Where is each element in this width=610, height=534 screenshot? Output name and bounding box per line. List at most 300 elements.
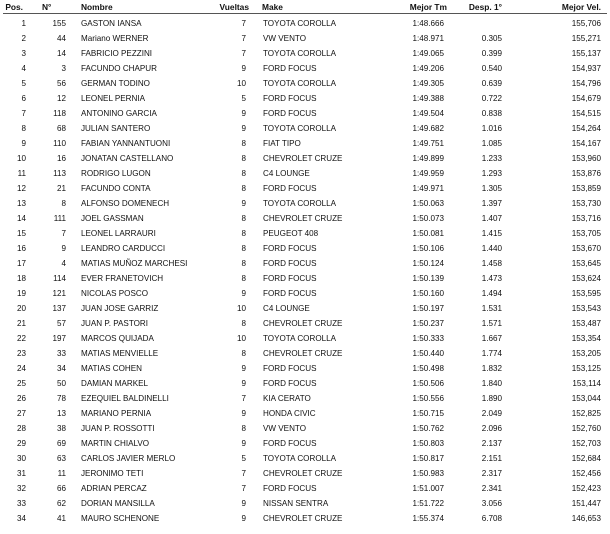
cell-best: 1:50.983 (412, 469, 444, 478)
cell-best: 1:49.504 (412, 109, 444, 118)
cell-speed: 155,706 (571, 19, 601, 28)
cell-best: 1:50.106 (412, 244, 444, 253)
cell-make: TOYOTA COROLLA (263, 454, 337, 463)
cell-pos: 18 (16, 274, 26, 283)
cell-name: Mariano WERNER (81, 34, 149, 43)
cell-gap: 1.233 (481, 154, 502, 163)
cell-gap: 2.341 (481, 484, 502, 493)
header-speed: Mejor Vel. (561, 2, 601, 12)
cell-name: LEANDRO CARDUCCI (81, 244, 166, 253)
cell-laps: 8 (241, 349, 246, 358)
cell-make: FIAT TIPO (263, 139, 301, 148)
cell-num: 111 (53, 214, 66, 223)
cell-name: MARCOS QUIJADA (81, 334, 154, 343)
table-row (0, 181, 610, 196)
cell-num: 66 (56, 484, 66, 493)
table-row (0, 211, 610, 226)
cell-best: 1:50.124 (412, 259, 444, 268)
table-row (0, 451, 610, 466)
cell-pos: 33 (16, 499, 26, 508)
cell-speed: 153,705 (571, 229, 601, 238)
cell-name: ALFONSO DOMENECH (81, 199, 170, 208)
table-body (0, 14, 610, 526)
cell-laps: 9 (241, 64, 246, 73)
table-row (0, 331, 610, 346)
cell-best: 1:49.305 (412, 79, 444, 88)
cell-best: 1:49.751 (412, 139, 444, 148)
cell-pos: 17 (16, 259, 26, 268)
cell-make: CHEVROLET CRUZE (263, 469, 343, 478)
cell-best: 1:50.237 (412, 319, 444, 328)
cell-best: 1:50.139 (412, 274, 444, 283)
cell-name: LEONEL LARRAURI (81, 229, 156, 238)
cell-make: C4 LOUNGE (263, 304, 310, 313)
cell-num: 155 (52, 19, 66, 28)
cell-pos: 1 (21, 19, 26, 28)
cell-make: FORD FOCUS (263, 64, 317, 73)
cell-gap: 2.049 (481, 409, 502, 418)
cell-name: JULIAN SANTERO (81, 124, 151, 133)
cell-num: 11 (57, 469, 66, 478)
cell-best: 1:49.682 (412, 124, 444, 133)
cell-name: ADRIAN PERCAZ (81, 484, 147, 493)
cell-pos: 24 (16, 364, 26, 373)
table-row (0, 271, 610, 286)
cell-make: FORD FOCUS (263, 259, 317, 268)
cell-best: 1:50.197 (412, 304, 444, 313)
cell-num: 63 (56, 454, 66, 463)
cell-pos: 7 (21, 109, 26, 118)
cell-laps: 9 (241, 499, 246, 508)
cell-gap: 1.774 (481, 349, 502, 358)
cell-gap: 2.096 (481, 424, 502, 433)
cell-speed: 152,423 (571, 484, 601, 493)
cell-gap: 1.840 (481, 379, 502, 388)
cell-num: 34 (56, 364, 66, 373)
cell-gap: 1.440 (481, 244, 502, 253)
cell-speed: 155,271 (571, 34, 601, 43)
cell-pos: 23 (16, 349, 26, 358)
cell-pos: 19 (16, 289, 26, 298)
cell-num: 16 (56, 154, 66, 163)
cell-speed: 153,595 (571, 289, 601, 298)
cell-num: 197 (52, 334, 66, 343)
header-num: N° (42, 2, 52, 12)
cell-gap: 1.832 (481, 364, 502, 373)
cell-name: MARIANO PERNIA (81, 409, 152, 418)
cell-gap: 1.415 (481, 229, 502, 238)
cell-speed: 153,487 (571, 319, 601, 328)
cell-speed: 154,679 (571, 94, 601, 103)
cell-name: JONATAN CASTELLANO (81, 154, 174, 163)
cell-gap: 1.397 (481, 199, 502, 208)
table-row (0, 196, 610, 211)
table-row (0, 91, 610, 106)
cell-pos: 5 (21, 79, 26, 88)
table-row (0, 16, 610, 31)
cell-laps: 10 (236, 334, 246, 343)
cell-num: 7 (61, 229, 66, 238)
cell-pos: 10 (16, 154, 26, 163)
cell-gap: 0.540 (481, 64, 502, 73)
cell-best: 1:50.556 (412, 394, 444, 403)
cell-gap: 2.137 (481, 439, 502, 448)
cell-laps: 8 (241, 259, 246, 268)
cell-speed: 153,645 (571, 259, 601, 268)
cell-speed: 152,760 (571, 424, 601, 433)
cell-best: 1:50.063 (412, 199, 444, 208)
cell-best: 1:49.899 (412, 154, 444, 163)
cell-speed: 153,205 (571, 349, 601, 358)
cell-pos: 11 (17, 169, 26, 178)
cell-gap: 0.639 (481, 79, 502, 88)
cell-name: NICOLAS POSCO (81, 289, 149, 298)
cell-pos: 27 (16, 409, 26, 418)
cell-pos: 20 (16, 304, 26, 313)
cell-gap: 1.085 (481, 139, 502, 148)
cell-name: FABRICIO PEZZINI (81, 49, 153, 58)
cell-num: 33 (56, 349, 66, 358)
cell-best: 1:49.388 (412, 94, 444, 103)
cell-num: 137 (52, 304, 66, 313)
header-make: Make (262, 2, 283, 12)
cell-pos: 30 (16, 454, 26, 463)
cell-make: KIA CERATO (263, 394, 311, 403)
cell-laps: 7 (241, 19, 246, 28)
cell-name: DORIAN MANSILLA (81, 499, 155, 508)
cell-speed: 153,859 (571, 184, 601, 193)
cell-laps: 9 (241, 109, 246, 118)
cell-laps: 9 (241, 364, 246, 373)
cell-name: FABIAN YANNANTUONI (81, 139, 171, 148)
cell-num: 68 (56, 124, 66, 133)
cell-laps: 5 (241, 454, 246, 463)
cell-speed: 153,730 (571, 199, 601, 208)
cell-num: 38 (56, 424, 66, 433)
cell-make: FORD FOCUS (263, 379, 317, 388)
cell-best: 1:50.506 (412, 379, 444, 388)
cell-speed: 152,825 (571, 409, 601, 418)
cell-num: 12 (56, 94, 66, 103)
cell-laps: 7 (241, 49, 246, 58)
cell-pos: 28 (16, 424, 26, 433)
cell-gap: 1.016 (481, 124, 502, 133)
cell-num: 118 (53, 109, 66, 118)
cell-best: 1:50.817 (412, 454, 444, 463)
header-pos: Pos. (5, 2, 23, 12)
cell-gap: 0.305 (481, 34, 502, 43)
cell-pos: 13 (16, 199, 26, 208)
cell-laps: 5 (241, 94, 246, 103)
cell-num: 110 (53, 139, 66, 148)
table-row (0, 76, 610, 91)
cell-make: PEUGEOT 408 (263, 229, 319, 238)
cell-speed: 154,167 (571, 139, 601, 148)
cell-speed: 153,354 (571, 334, 601, 343)
cell-pos: 14 (16, 214, 26, 223)
cell-name: FACUNDO CONTA (81, 184, 151, 193)
cell-gap: 1.667 (481, 334, 502, 343)
cell-laps: 8 (241, 244, 246, 253)
table-row (0, 466, 610, 481)
table-row (0, 376, 610, 391)
cell-pos: 15 (16, 229, 26, 238)
cell-speed: 153,716 (571, 214, 601, 223)
cell-best: 1:51.722 (412, 499, 444, 508)
cell-best: 1:49.971 (412, 184, 444, 193)
table-row (0, 286, 610, 301)
cell-speed: 155,137 (571, 49, 601, 58)
cell-name: LEONEL PERNIA (81, 94, 146, 103)
cell-gap: 6.708 (481, 514, 502, 523)
cell-make: FORD FOCUS (263, 109, 317, 118)
cell-pos: 8 (21, 124, 26, 133)
cell-name: CARLOS JAVIER MERLO (81, 454, 176, 463)
cell-pos: 16 (16, 244, 26, 253)
cell-name: EVER FRANETOVICH (81, 274, 164, 283)
cell-pos: 3 (21, 49, 26, 58)
header-gap: Desp. 1° (468, 2, 502, 12)
cell-laps: 8 (241, 229, 246, 238)
table-row (0, 241, 610, 256)
cell-speed: 152,456 (571, 469, 601, 478)
cell-best: 1:51.007 (412, 484, 444, 493)
cell-pos: 21 (16, 319, 26, 328)
cell-laps: 8 (241, 169, 246, 178)
cell-gap: 1.890 (481, 394, 502, 403)
cell-make: HONDA CIVIC (263, 409, 316, 418)
cell-speed: 153,670 (571, 244, 601, 253)
cell-gap: 1.531 (481, 304, 502, 313)
table-row (0, 361, 610, 376)
cell-speed: 153,624 (571, 274, 601, 283)
cell-gap: 0.722 (481, 94, 502, 103)
cell-gap: 1.473 (481, 274, 502, 283)
cell-gap: 1.458 (481, 259, 502, 268)
cell-name: MARTIN CHIALVO (81, 439, 150, 448)
cell-laps: 7 (241, 484, 246, 493)
cell-laps: 7 (241, 34, 246, 43)
table-row (0, 436, 610, 451)
cell-speed: 153,125 (571, 364, 601, 373)
cell-pos: 26 (16, 394, 26, 403)
cell-pos: 31 (16, 469, 26, 478)
cell-speed: 154,264 (571, 124, 601, 133)
cell-laps: 8 (241, 424, 246, 433)
cell-gap: 1.293 (481, 169, 502, 178)
cell-make: TOYOTA COROLLA (263, 334, 337, 343)
table-row (0, 481, 610, 496)
cell-pos: 32 (16, 484, 26, 493)
table-row (0, 31, 610, 46)
table-row (0, 61, 610, 76)
cell-pos: 25 (16, 379, 26, 388)
cell-laps: 10 (236, 79, 246, 88)
cell-name: MATIAS MUÑOZ MARCHESI (81, 259, 188, 268)
cell-num: 44 (56, 34, 66, 43)
cell-num: 41 (56, 514, 66, 523)
table-row (0, 106, 610, 121)
cell-name: RODRIGO LUGON (81, 169, 151, 178)
cell-num: 4 (61, 259, 66, 268)
cell-make: FORD FOCUS (263, 244, 317, 253)
cell-num: 56 (56, 79, 66, 88)
cell-num: 50 (56, 379, 66, 388)
cell-best: 1:50.073 (412, 214, 444, 223)
cell-speed: 153,114 (572, 379, 601, 388)
cell-make: C4 LOUNGE (263, 169, 310, 178)
table-row (0, 391, 610, 406)
table-row (0, 121, 610, 136)
cell-make: CHEVROLET CRUZE (263, 514, 343, 523)
cell-laps: 8 (241, 184, 246, 193)
cell-speed: 153,876 (571, 169, 601, 178)
cell-speed: 154,796 (571, 79, 601, 88)
cell-pos: 9 (21, 139, 26, 148)
cell-name: DAMIAN MARKEL (81, 379, 149, 388)
table-row (0, 46, 610, 61)
cell-make: CHEVROLET CRUZE (263, 349, 343, 358)
cell-make: FORD FOCUS (263, 484, 317, 493)
cell-num: 62 (56, 499, 66, 508)
table-row (0, 151, 610, 166)
cell-num: 69 (56, 439, 66, 448)
cell-laps: 9 (241, 379, 246, 388)
cell-make: FORD FOCUS (263, 364, 317, 373)
cell-make: FORD FOCUS (263, 289, 317, 298)
cell-laps: 10 (236, 304, 246, 313)
cell-speed: 152,684 (571, 454, 601, 463)
cell-laps: 9 (241, 439, 246, 448)
cell-name: JERONIMO TETI (81, 469, 144, 478)
cell-num: 113 (53, 169, 66, 178)
cell-best: 1:50.762 (412, 424, 444, 433)
header-laps: Vueltas (219, 2, 249, 12)
cell-make: NISSAN SENTRA (263, 499, 329, 508)
cell-make: TOYOTA COROLLA (263, 49, 337, 58)
cell-gap: 1.571 (481, 319, 502, 328)
cell-make: CHEVROLET CRUZE (263, 154, 343, 163)
cell-best: 1:49.206 (412, 64, 444, 73)
cell-best: 1:50.803 (412, 439, 444, 448)
cell-num: 13 (56, 409, 66, 418)
cell-laps: 9 (241, 289, 246, 298)
cell-pos: 29 (16, 439, 26, 448)
table-row (0, 301, 610, 316)
cell-name: EZEQUIEL BALDINELLI (81, 394, 169, 403)
table-row (0, 421, 610, 436)
cell-gap: 2.151 (481, 454, 502, 463)
cell-gap: 0.399 (481, 49, 502, 58)
cell-num: 78 (56, 394, 66, 403)
cell-laps: 7 (241, 469, 246, 478)
table-row (0, 406, 610, 421)
cell-make: FORD FOCUS (263, 274, 317, 283)
header-divider (3, 13, 607, 14)
cell-laps: 9 (241, 514, 246, 523)
table-row (0, 166, 610, 181)
table-row (0, 346, 610, 361)
cell-best: 1:50.160 (412, 289, 444, 298)
cell-make: FORD FOCUS (263, 184, 317, 193)
header-best: Mejor Tm (409, 2, 447, 12)
cell-gap: 0.838 (481, 109, 502, 118)
cell-pos: 12 (16, 184, 26, 193)
cell-make: TOYOTA COROLLA (263, 199, 337, 208)
header-name: Nombre (81, 2, 113, 12)
cell-make: FORD FOCUS (263, 94, 317, 103)
cell-laps: 8 (241, 274, 246, 283)
cell-pos: 34 (16, 514, 26, 523)
cell-num: 9 (61, 244, 66, 253)
cell-speed: 146,653 (571, 514, 601, 523)
cell-make: TOYOTA COROLLA (263, 79, 337, 88)
cell-best: 1:50.440 (412, 349, 444, 358)
cell-name: MATIAS MENVIELLE (81, 349, 159, 358)
cell-pos: 4 (21, 64, 26, 73)
cell-laps: 8 (241, 214, 246, 223)
cell-gap: 3.056 (481, 499, 502, 508)
cell-best: 1:49.959 (412, 169, 444, 178)
cell-best: 1:48.971 (412, 34, 444, 43)
cell-name: GERMAN TODINO (81, 79, 150, 88)
cell-name: JUAN P. ROSSOTTI (81, 424, 155, 433)
cell-laps: 8 (241, 139, 246, 148)
cell-laps: 8 (241, 319, 246, 328)
cell-make: CHEVROLET CRUZE (263, 214, 343, 223)
cell-name: JUAN P. PASTORI (81, 319, 149, 328)
cell-num: 3 (61, 64, 66, 73)
cell-make: TOYOTA COROLLA (263, 19, 337, 28)
cell-best: 1:50.715 (412, 409, 444, 418)
cell-speed: 151,447 (571, 499, 601, 508)
cell-gap: 1.305 (481, 184, 502, 193)
cell-make: FORD FOCUS (263, 439, 317, 448)
cell-name: JOEL GASSMAN (81, 214, 144, 223)
table-row (0, 496, 610, 511)
cell-laps: 8 (241, 154, 246, 163)
cell-name: MAURO SCHENONE (81, 514, 160, 523)
cell-speed: 154,937 (571, 64, 601, 73)
cell-best: 1:55.374 (412, 514, 444, 523)
cell-best: 1:50.081 (412, 229, 444, 238)
table-row (0, 226, 610, 241)
cell-pos: 6 (21, 94, 26, 103)
cell-gap: 1.494 (481, 289, 502, 298)
cell-gap: 1.407 (481, 214, 502, 223)
cell-speed: 152,703 (571, 439, 601, 448)
cell-pos: 22 (16, 334, 26, 343)
cell-speed: 154,515 (571, 109, 601, 118)
cell-speed: 153,543 (571, 304, 601, 313)
cell-best: 1:50.498 (412, 364, 444, 373)
cell-laps: 9 (241, 409, 246, 418)
table-header (0, 0, 610, 14)
cell-laps: 9 (241, 124, 246, 133)
cell-num: 8 (61, 199, 66, 208)
cell-pos: 2 (21, 34, 26, 43)
cell-num: 21 (56, 184, 66, 193)
cell-best: 1:48.666 (412, 19, 444, 28)
cell-make: CHEVROLET CRUZE (263, 319, 343, 328)
table-row (0, 136, 610, 151)
cell-make: VW VENTO (263, 34, 307, 43)
cell-name: GASTON IANSA (81, 19, 142, 28)
cell-laps: 9 (241, 199, 246, 208)
cell-laps: 7 (241, 394, 246, 403)
cell-best: 1:49.065 (412, 49, 444, 58)
cell-make: VW VENTO (263, 424, 307, 433)
